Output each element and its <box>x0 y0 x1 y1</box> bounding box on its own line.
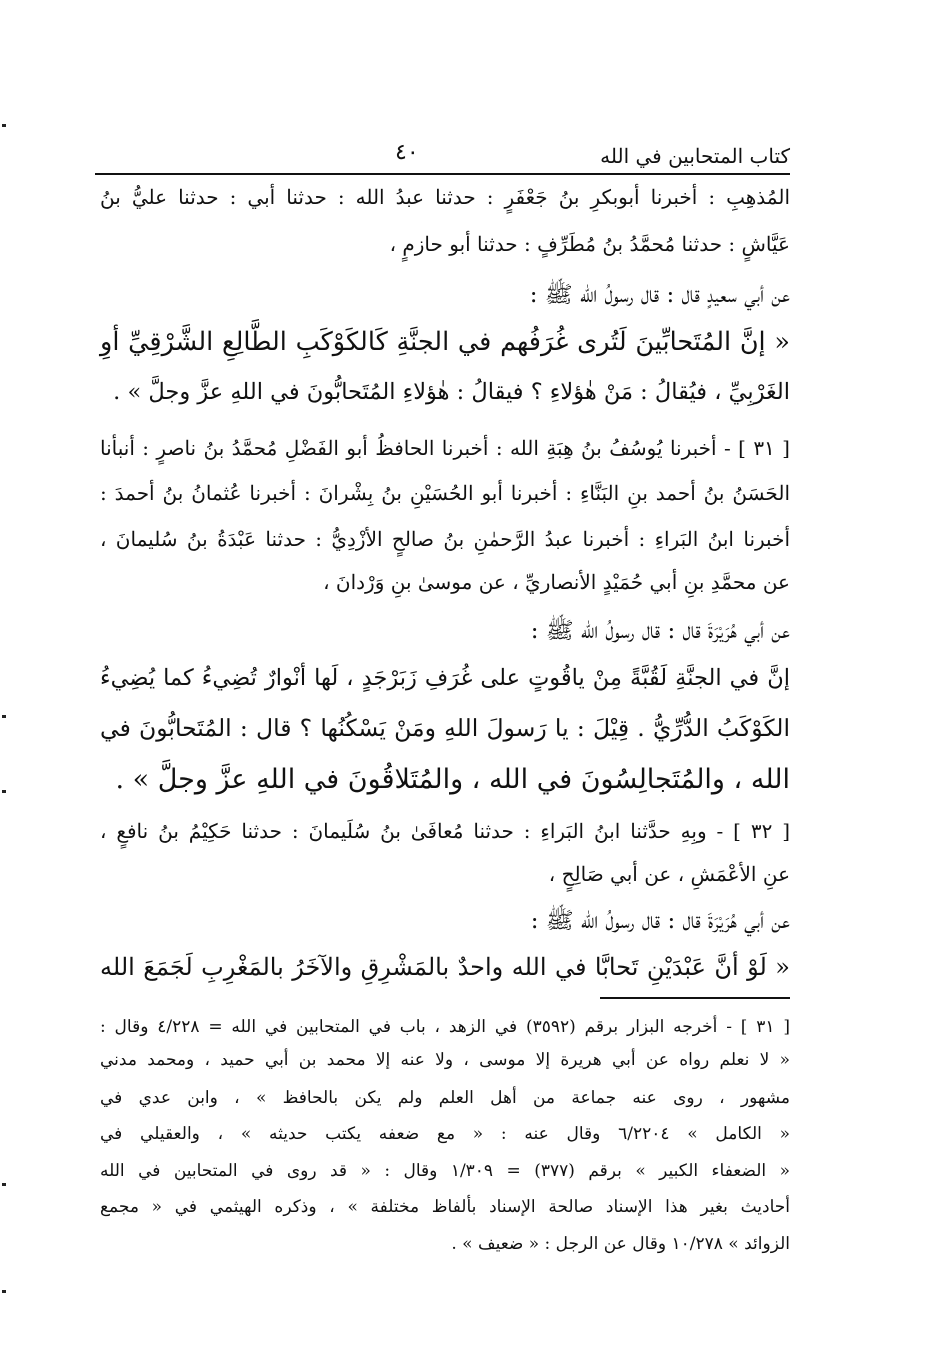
isnad-line: المُذهِبِ : أخبرنا أبوبكرِ بنُ جَعْفَرٍ : حدثنا عبدُ الله : حدثنا أبي : حدثنا عليُّ بنُ <box>100 185 790 209</box>
book-title: كتاب المتحابين في الله <box>600 144 790 168</box>
hadith-intro: عن أبي هُرَيْرَةَ قال : قال رسولُ الله ﷺ : <box>530 908 790 934</box>
scan-margin-mark <box>2 790 6 793</box>
hadith-text-line: « إنَّ المُتَحابِّينَ لَتُرى غُرَفُهم في الجنَّةِ كَالكَوْكَبِ الطَّالِعِ الشَّرْقِيِّ أوِ <box>100 327 790 357</box>
footnote-line: « الكامل » ٦/٢٢٠٤ وقال عنه : « مع ضعفه يكتب حديثه » ، والعقيلي في <box>100 1124 791 1144</box>
footnote-rule <box>600 997 790 999</box>
footnote-line: مشهور ، روى عنه جماعة من أهل العلم ولم يكن بالحافظ » ، وابن عدي في <box>100 1088 790 1108</box>
hadith-text-line: « لَوْ أنَّ عَبْدَيْنِ تَحابَّا في الله واحدٌ بالمَشْرِقِ والآخَرُ بالمَغْرِبِ لَجَمَعَ الله <box>100 953 790 981</box>
header-rule <box>95 173 790 175</box>
isnad-line: عن محمَّدِ بنِ أبي حُمَيْدٍ الأنصاريِّ ، عن موسىٰ بنِ وَرْدانَ ، <box>323 570 790 594</box>
footnote-line: « الضعفاء الكبير » برقم (٣٧٧) = ١/٣٠٩ وقال : « قد روى في المتحابين في الله <box>100 1161 790 1181</box>
isnad-line: عنِ الأعْمَشِ ، عن أبي صَالِحٍ ، <box>548 862 790 886</box>
page-number: ٤٠ <box>395 140 419 165</box>
hadith-text-line: الغَرْبِيِّ ، فيُقالُ : مَنْ هٰؤلاءِ ؟ فيقالُ : هٰؤلاءِ المُتَحابُّونَ في اللهِ عزَّ وجلَّ » . <box>113 379 790 405</box>
hadith-intro: عن أبي هُرَيْرَةَ قال : قال رسولُ الله ﷺ : <box>530 618 790 644</box>
scan-margin-mark <box>2 1290 6 1293</box>
scan-margin-mark <box>2 715 6 718</box>
hadith-text-line: الله ، والمُتَجالِسُونَ في الله ، والمُتَلاقُونَ في اللهِ عزَّ وجلَّ » . <box>115 764 790 795</box>
footnote-line: أحاديث بغير هذا الإسناد صالحة الإسناد بألفاظ مختلفة » ، وذكره الهيثمي في « مجمع <box>100 1197 790 1217</box>
running-header <box>95 140 790 174</box>
hadith-32-isnad: [ ٣٢ ] - وبِهِ حدَّثنا ابنُ البَراءِ : حدثنا مُعافَىٰ بنُ سُلَيمانَ : حدثنا حَكِيْمُ بنُ نافعٍ ، <box>100 819 790 843</box>
isnad-line: عَيَّاشٍ : حدثنا مُحمَّدُ بنُ مُطَرِّفٍ : حدثنا أبو حازمٍ ، <box>389 232 790 256</box>
isnad-line: الحَسَنُ بنُ أحمد بنِ البَنَّاءِ : أخبرنا أبو الحُسَيْنِ بنُ بِشْرانَ : أخبرنا عُثمانُ بنُ أحمدَ : <box>100 481 790 505</box>
hadith-text-line: إنَّ في الجنَّةِ لَقُبَّةً مِنْ ياقُوتٍ على غُرَفِ زَبَرْجَدٍ ، لَها أنْوارٌ تُضِيءُ كما يُضِيءُ <box>100 665 790 691</box>
scan-margin-mark <box>2 1183 6 1186</box>
isnad-line: أخبرنا ابنُ البَراءِ : أخبرنا عبدُ الرَّحمٰنِ بنُ صالحٍ الأزْدِيُّ : حدثنا عَبْدَةُ بنُ سُليمانَ ، <box>100 527 790 551</box>
hadith-text-line: الكَوْكَبُ الدُّرِّيُّ . قِيْلَ : يا رَسولَ اللهِ ومَنْ يَسْكُنُها ؟ قال : المُتَحابُّونَ في <box>100 714 790 742</box>
scan-margin-mark <box>2 124 6 127</box>
footnote-line: الزوائد » ١٠/٢٧٨ وقال عن الرجل : « ضعيف » . <box>451 1234 790 1254</box>
hadith-31-isnad: [ ٣١ ] - أخبرنا يُوسُفُ بنُ هِبَةِ الله : أخبرنا الحافظُ أبو الفَضْلِ مُحمَّدُ بنُ ناصرٍ : أنبأنا <box>100 436 790 460</box>
footnote-line: [ ٣١ ] - أخرجه البزار برقم (٣٥٩٢) في الزهد ، باب في المتحابين في الله = ٤/٢٢٨ وقال : <box>100 1017 791 1037</box>
hadith-intro: عن أبي سعيدٍ قال : قال رسولُ الله ﷺ : <box>529 282 790 308</box>
footnote-line: « لا نعلم رواه عن أبي هريرة إلا موسى ، ولا عنه إلا محمد بن أبي حميد ، ومحمد مدني <box>100 1050 790 1070</box>
